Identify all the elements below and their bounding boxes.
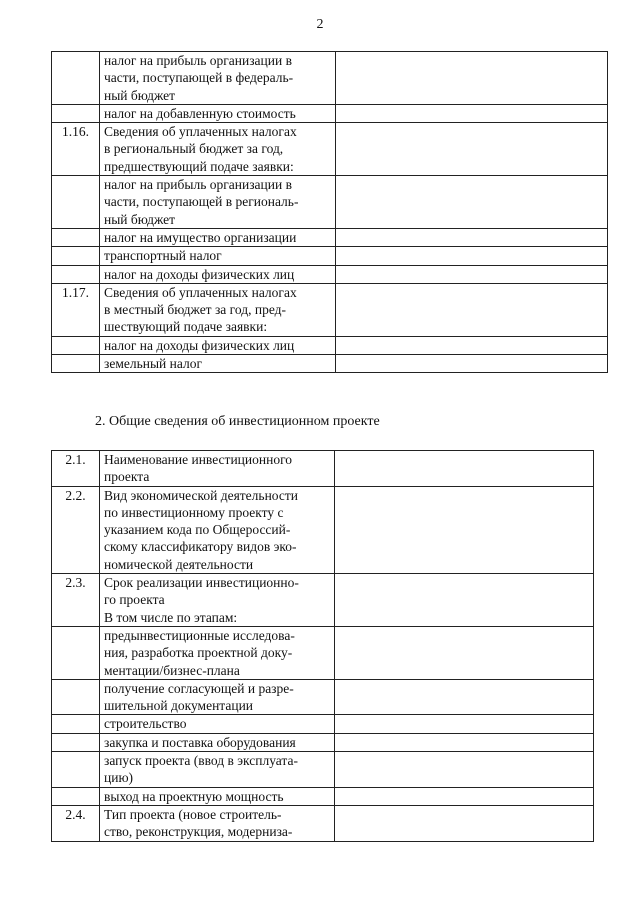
row-number: 2.2. — [52, 486, 100, 573]
row-value-cell[interactable] — [335, 715, 594, 733]
row-value-cell[interactable] — [336, 247, 608, 265]
row-number — [52, 247, 100, 265]
table-row — [52, 52, 608, 105]
project-info-table — [51, 450, 594, 842]
row-number — [52, 679, 100, 715]
row-value-cell[interactable] — [336, 176, 608, 229]
row-label: Срок реализации инвестиционно- го проекта В том числе по этапам: — [100, 574, 335, 627]
row-value-cell[interactable] — [335, 626, 594, 679]
row-label: налог на прибыль организации в части, поступающей в региональ- ный бюджет — [100, 176, 336, 229]
row-number — [52, 733, 100, 751]
table-row — [52, 574, 594, 627]
row-label: налог на добавленную стоимость — [100, 104, 336, 122]
row-value-cell[interactable] — [336, 228, 608, 246]
row-label: выход на проектную мощность — [100, 787, 335, 805]
row-label: Тип проекта (новое строитель- ство, реконструкция, модерниза- — [100, 805, 335, 841]
row-label: Наименование инвестиционного проекта — [100, 451, 335, 487]
row-label: запуск проекта (ввод в эксплуата- цию) — [100, 752, 335, 788]
row-value-cell[interactable] — [335, 451, 594, 487]
row-label: предынвестиционные исследова- ния, разработка проектной доку- ментации/бизнес-плана — [100, 626, 335, 679]
row-number — [52, 176, 100, 229]
row-value-cell[interactable] — [336, 336, 608, 354]
table-row — [52, 336, 608, 354]
project-info-table-body — [52, 451, 594, 842]
row-label: налог на имущество организации — [100, 228, 336, 246]
row-number — [52, 355, 100, 373]
row-number — [52, 626, 100, 679]
table-row — [52, 486, 594, 573]
row-label: Сведения об уплаченных налогах в региональный бюджет за год, предшествующий подаче заявки: — [100, 123, 336, 176]
row-number — [52, 787, 100, 805]
table-row — [52, 752, 594, 788]
table-row — [52, 265, 608, 283]
row-value-cell[interactable] — [335, 574, 594, 627]
table-row — [52, 247, 608, 265]
row-number: 2.3. — [52, 574, 100, 627]
row-value-cell[interactable] — [336, 52, 608, 105]
table-row — [52, 805, 594, 841]
row-number — [52, 752, 100, 788]
row-value-cell[interactable] — [335, 787, 594, 805]
row-value-cell[interactable] — [335, 486, 594, 573]
section-2-title: 2. Общие сведения об инвестиционном проекте — [95, 414, 380, 429]
row-number — [52, 336, 100, 354]
table-row — [52, 355, 608, 373]
row-value-cell[interactable] — [335, 679, 594, 715]
row-value-cell[interactable] — [336, 355, 608, 373]
row-value-cell[interactable] — [336, 283, 608, 336]
row-number: 1.16. — [52, 123, 100, 176]
table-row — [52, 626, 594, 679]
row-label: налог на прибыль организации в части, поступающей в федераль- ный бюджет — [100, 52, 336, 105]
row-label: Вид экономической деятельности по инвестиционному проекту с указанием кода по Общероссий- скому классификатору видов эко- номической деятельности — [100, 486, 335, 573]
row-value-cell[interactable] — [336, 104, 608, 122]
table-row — [52, 715, 594, 733]
table-row — [52, 176, 608, 229]
row-label: закупка и поставка оборудования — [100, 733, 335, 751]
table-row — [52, 123, 608, 176]
row-number: 2.1. — [52, 451, 100, 487]
row-label: земельный налог — [100, 355, 336, 373]
row-label: строительство — [100, 715, 335, 733]
table-row — [52, 104, 608, 122]
row-number — [52, 265, 100, 283]
table-row — [52, 228, 608, 246]
table-row — [52, 787, 594, 805]
row-value-cell[interactable] — [335, 805, 594, 841]
row-value-cell[interactable] — [335, 733, 594, 751]
table-row — [52, 733, 594, 751]
row-number: 2.4. — [52, 805, 100, 841]
row-number — [52, 104, 100, 122]
page-number: 2 — [316, 17, 324, 32]
row-label: налог на доходы физических лиц — [100, 336, 336, 354]
row-label: налог на доходы физических лиц — [100, 265, 336, 283]
row-label: Сведения об уплаченных налогах в местный бюджет за год, пред- шествующий подаче заявки: — [100, 283, 336, 336]
row-number — [52, 715, 100, 733]
row-number — [52, 228, 100, 246]
row-number: 1.17. — [52, 283, 100, 336]
table-row — [52, 679, 594, 715]
row-value-cell[interactable] — [336, 123, 608, 176]
row-label: транспортный налог — [100, 247, 336, 265]
table-row — [52, 451, 594, 487]
row-number — [52, 52, 100, 105]
row-value-cell[interactable] — [335, 752, 594, 788]
row-value-cell[interactable] — [336, 265, 608, 283]
tax-info-table-body — [52, 52, 608, 373]
tax-info-table — [51, 51, 608, 373]
table-row — [52, 283, 608, 336]
row-label: получение согласующей и разре- шительной документации — [100, 679, 335, 715]
